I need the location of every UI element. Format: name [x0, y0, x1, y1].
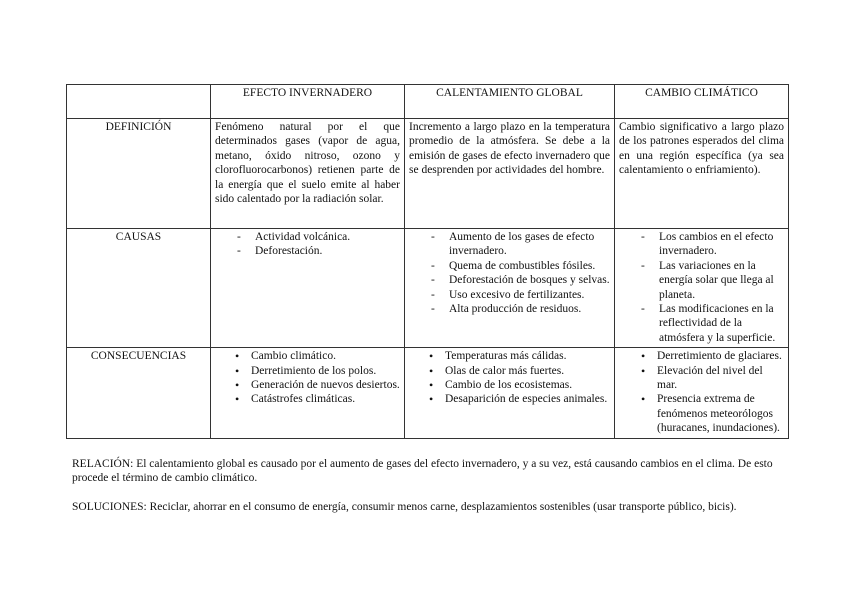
causas-cambio-cell [615, 229, 789, 348]
list-item: • Derretimiento de glaciares. [619, 349, 784, 363]
list-item: - Las variaciones en la energía solar que llega al planeta. [619, 259, 784, 302]
consecuencias-efecto-cell [211, 348, 405, 438]
list-item: - Deforestación de bosques y selvas. [409, 273, 610, 287]
list-item: - Uso excesivo de fertilizantes. [409, 288, 610, 302]
list-item: • Presencia extrema de fenómenos meteorólogos (huracanes, inundaciones). [619, 392, 784, 435]
consecuencias-cambio-cell [615, 348, 789, 438]
causas-calentamiento-cell [405, 229, 615, 348]
label-definicion: DEFINICIÓN [67, 119, 211, 229]
header-row [67, 85, 789, 119]
definicion-cambio: Cambio significativo a largo plazo de los patrones esperados del clima en una región específica (ya sea calentamiento o enfriamiento). [615, 119, 789, 229]
list-item: - Quema de combustibles fósiles. [409, 259, 610, 273]
list-item: - Deforestación. [215, 244, 400, 258]
list-item: • Cambio de los ecosistemas. [409, 378, 610, 392]
list-item: • Derretimiento de los polos. [215, 364, 400, 378]
list-item: • Desaparición de especies animales. [409, 392, 610, 406]
list-item: • Generación de nuevos desiertos. [215, 378, 400, 392]
row-causas [67, 229, 789, 348]
list-item: • Olas de calor más fuertes. [409, 364, 610, 378]
list-item: - Alta producción de residuos. [409, 302, 610, 316]
causas-efecto-cell [211, 229, 405, 348]
soluciones-paragraph: SOLUCIONES: Reciclar, ahorrar en el consumo de energía, consumir menos carne, desplazamientos sostenibles (usar transporte público, bicis). [72, 501, 737, 513]
header-efecto-invernadero: EFECTO INVERNADERO [211, 85, 405, 119]
label-causas: CAUSAS [67, 229, 211, 348]
list-item: • Catástrofes climáticas. [215, 392, 400, 406]
list-item: • Elevación del nivel del mar. [619, 364, 784, 393]
definicion-efecto: Fenómeno natural por el que determinados gases (vapor de agua, metano, óxido nitroso, ozono y clorofluorocarbonos) retienen parte de la energía que el suelo emite al haber sido calentado por la radiación solar. [211, 119, 405, 229]
consecuencias-calentamiento-cell [405, 348, 615, 438]
list-item: - Actividad volcánica. [215, 230, 400, 244]
list-item: • Temperaturas más cálidas. [409, 349, 610, 363]
relacion-paragraph: RELACIÓN: El calentamiento global es causado por el aumento de gases del efecto invernadero, y a su vez, está causando cambios en el clima. De esto procede el término de cambio climático. [72, 458, 773, 485]
row-definicion [67, 119, 789, 229]
list-item: • Cambio climático. [215, 349, 400, 363]
row-consecuencias [67, 348, 789, 438]
list-item: - Los cambios en el efecto invernadero. [619, 230, 784, 259]
header-calentamiento-global: CALENTAMIENTO GLOBAL [405, 85, 615, 119]
comparison-table [66, 84, 789, 439]
header-empty-cell [67, 85, 211, 119]
label-consecuencias: CONSECUENCIAS [67, 348, 211, 438]
definicion-calentamiento: Incremento a largo plazo en la temperatura promedio de la atmósfera. Se debe a la emisión de gases de efecto invernadero que se desprenden por actividades del hombre. [405, 119, 615, 229]
list-item: - Aumento de los gases de efecto invernadero. [409, 230, 610, 259]
header-cambio-climatico: CAMBIO CLIMÁTICO [615, 85, 789, 119]
list-item: - Las modificaciones en la reflectividad de la atmósfera y la superficie. [619, 302, 784, 345]
